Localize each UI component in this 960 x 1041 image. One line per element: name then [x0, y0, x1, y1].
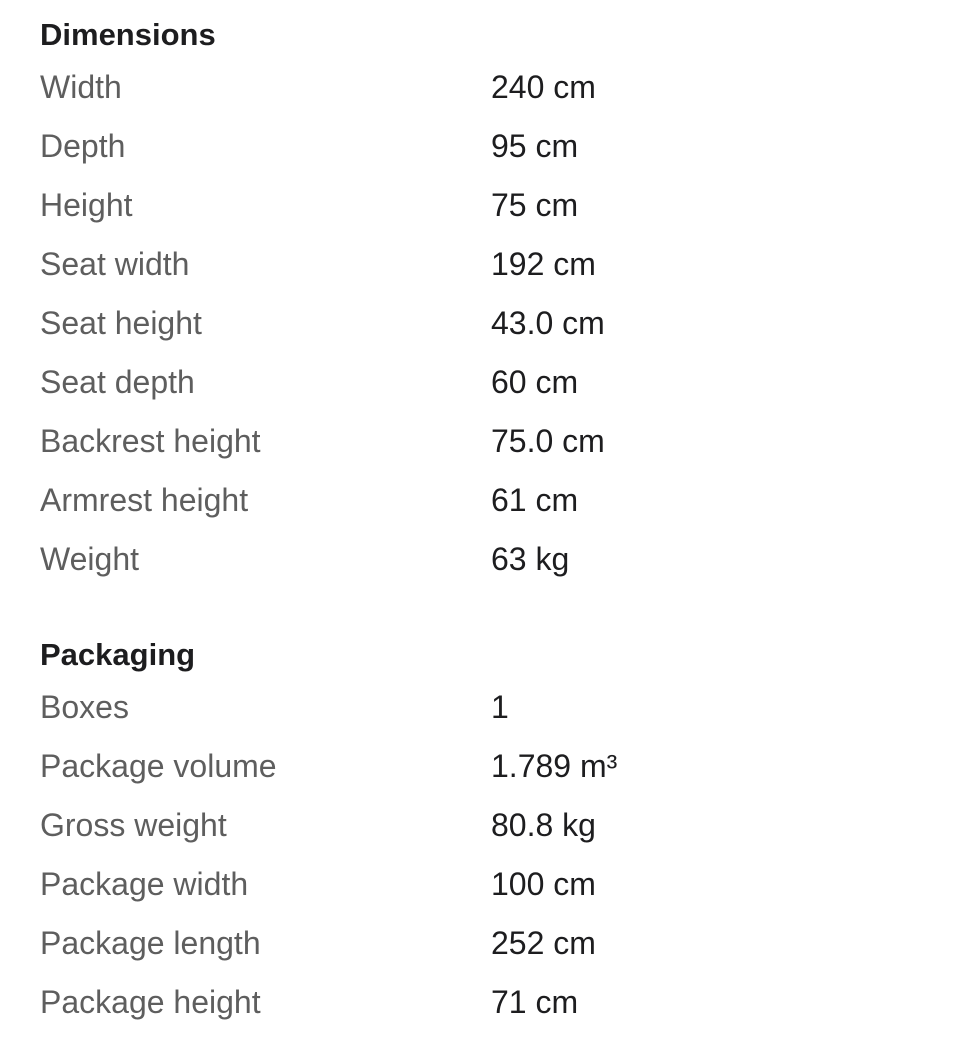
spec-label: Seat height [40, 305, 202, 341]
spec-label: Depth [40, 128, 126, 164]
spec-row-seat-height [40, 294, 920, 353]
spec-row-seat-width [40, 235, 920, 294]
spec-label: Boxes [40, 689, 129, 725]
spec-value: 61 cm [491, 482, 579, 518]
spec-row-gross-weight [40, 796, 920, 855]
spec-value: 71 cm [491, 984, 579, 1020]
spec-label: Width [40, 69, 122, 105]
spec-row-package-length [40, 914, 920, 973]
spec-label: Armrest height [40, 482, 249, 518]
spec-value: 252 cm [491, 925, 596, 961]
packaging-heading: Packaging [40, 637, 196, 672]
spec-row-depth [40, 117, 920, 176]
spec-value: 95 cm [491, 128, 579, 164]
spec-label: Package volume [40, 748, 277, 784]
spec-label: Weight [40, 541, 140, 577]
spec-value: 75 cm [491, 187, 579, 223]
spec-row-backrest-height [40, 412, 920, 471]
spec-row-package-width [40, 855, 920, 914]
spec-label: Backrest height [40, 423, 261, 459]
spec-value: 80.8 kg [491, 807, 596, 843]
spec-value: 63 kg [491, 541, 570, 577]
spec-value: 240 cm [491, 69, 596, 105]
spec-label: Seat depth [40, 364, 195, 400]
spec-row-boxes [40, 678, 920, 737]
packaging-section [40, 632, 920, 1032]
spec-row-armrest-height [40, 471, 920, 530]
dimensions-heading: Dimensions [40, 17, 216, 52]
spec-value: 1.789 m³ [491, 748, 618, 784]
spec-value: 1 [491, 689, 509, 725]
spec-value: 192 cm [491, 246, 596, 282]
spec-row-package-volume [40, 737, 920, 796]
spec-row-package-height [40, 973, 920, 1032]
spec-label: Package width [40, 866, 249, 902]
spec-value: 100 cm [491, 866, 596, 902]
spec-row-width [40, 58, 920, 117]
spec-label: Package length [40, 925, 261, 961]
spec-row-height [40, 176, 920, 235]
spec-label: Gross weight [40, 807, 227, 843]
dimensions-section [40, 12, 920, 589]
spec-value: 60 cm [491, 364, 579, 400]
spec-row-seat-depth [40, 353, 920, 412]
spec-value: 43.0 cm [491, 305, 605, 341]
spec-value: 75.0 cm [491, 423, 605, 459]
spec-label: Package height [40, 984, 261, 1020]
spec-label: Height [40, 187, 133, 223]
spec-row-weight [40, 530, 920, 589]
spec-label: Seat width [40, 246, 190, 282]
